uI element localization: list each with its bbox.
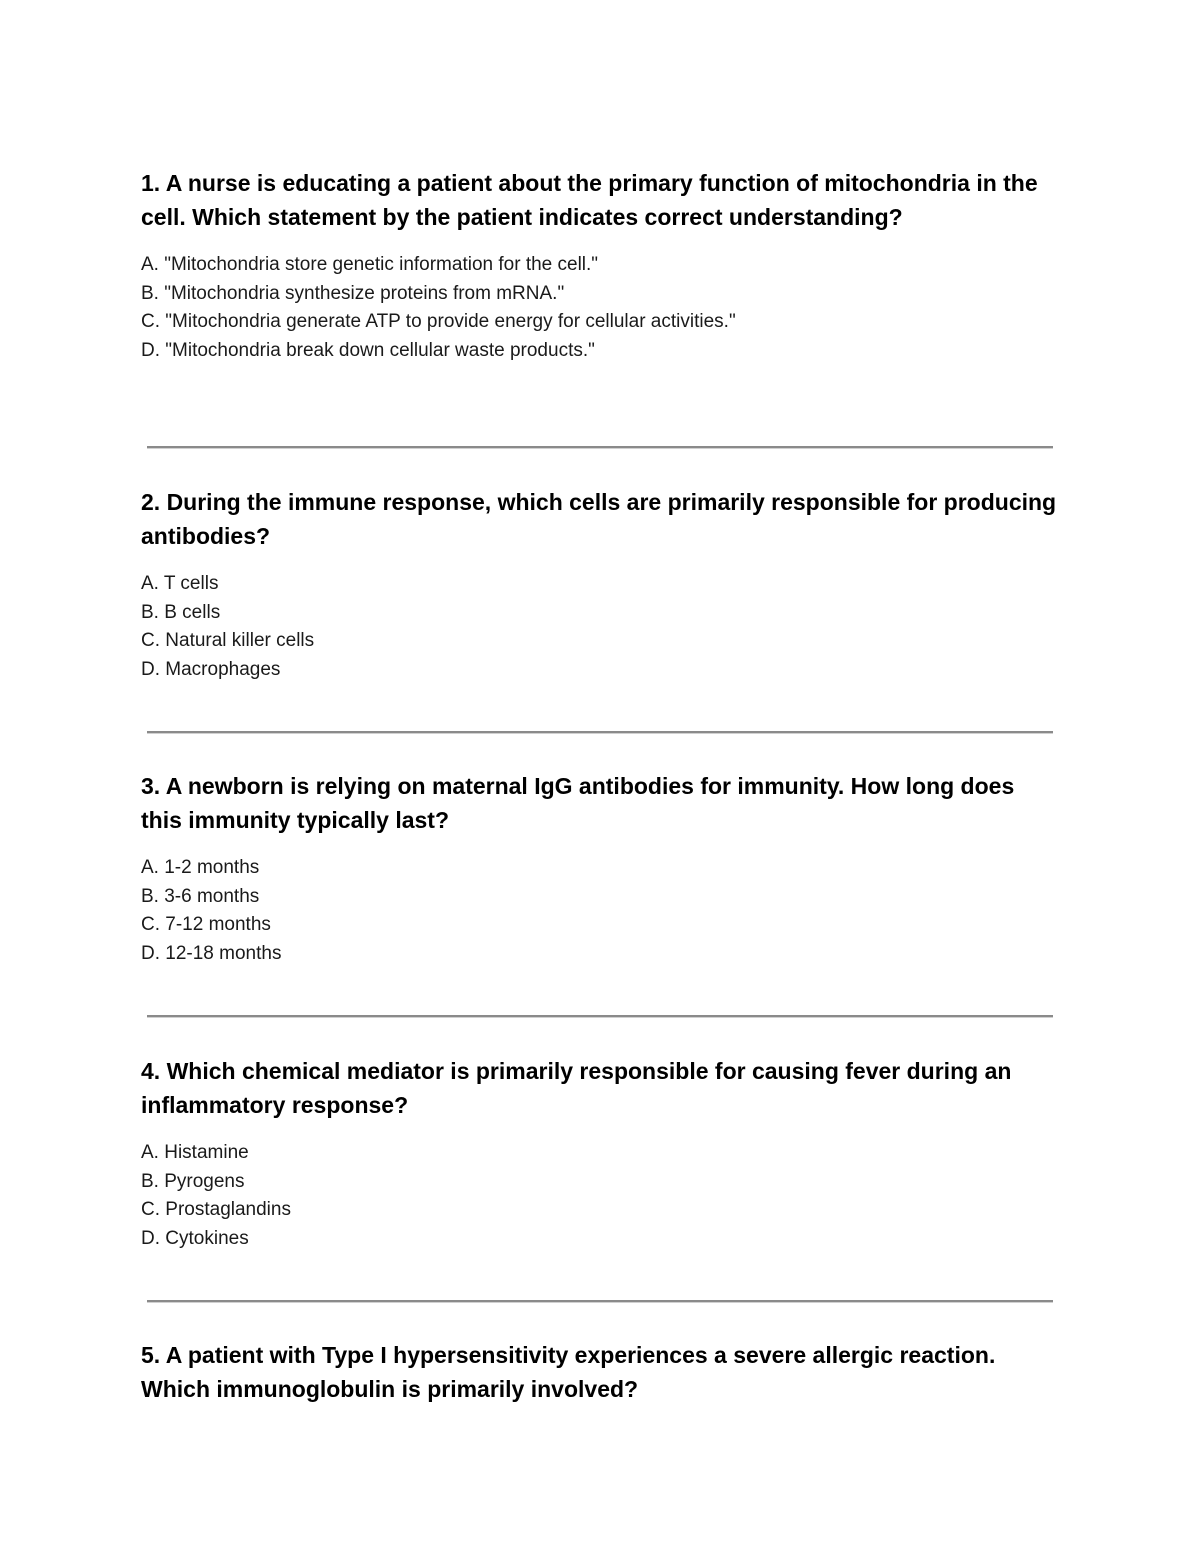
option-c: C. "Mitochondria generate ATP to provide energy for cellular activities." <box>141 311 736 332</box>
question-text: 2. During the immune response, which cells are primarily responsible for producing antibodies? <box>141 489 1057 549</box>
option-a: A. 1-2 months <box>141 857 260 878</box>
question-3 <box>141 769 1061 968</box>
answer-options <box>141 251 1061 365</box>
answer-options <box>141 1139 1061 1253</box>
question-text: 1. A nurse is educating a patient about the primary function of mitochondria in the cell. Which statement by the patient indicates correct understanding? <box>141 170 1038 230</box>
question-1 <box>141 166 1061 365</box>
option-a: A. "Mitochondria store genetic information for the cell." <box>141 254 599 275</box>
divider <box>147 446 1053 449</box>
question-text: 4. Which chemical mediator is primarily responsible for causing fever during an inflammatory response? <box>141 1058 1012 1118</box>
option-b: B. 3-6 months <box>141 885 260 907</box>
option-b: B. Pyrogens <box>141 1170 245 1192</box>
divider <box>147 731 1053 734</box>
question-5 <box>141 1338 1061 1406</box>
option-a: A. Histamine <box>141 1142 249 1163</box>
option-d: D. 12-18 months <box>141 942 282 964</box>
option-d: D. "Mitochondria break down cellular waste products." <box>141 339 595 361</box>
question-text: 3. A newborn is relying on maternal IgG antibodies for immunity. How long does this immunity typically last? <box>141 773 1015 833</box>
question-4 <box>141 1054 1061 1253</box>
divider <box>147 1015 1053 1018</box>
option-c: C. Natural killer cells <box>141 630 315 651</box>
answer-options <box>141 570 1061 684</box>
option-d: D. Macrophages <box>141 658 281 680</box>
option-b: B. "Mitochondria synthesize proteins from mRNA." <box>141 282 565 304</box>
answer-options <box>141 854 1061 968</box>
option-c: C. 7-12 months <box>141 914 271 935</box>
option-b: B. B cells <box>141 601 221 623</box>
option-c: C. Prostaglandins <box>141 1199 291 1220</box>
question-text: 5. A patient with Type I hypersensitivity experiences a severe allergic reaction. Which immunoglobulin is primarily involved? <box>141 1342 996 1402</box>
option-d: D. Cytokines <box>141 1227 249 1249</box>
option-a: A. T cells <box>141 573 219 594</box>
divider <box>147 1300 1053 1303</box>
question-2 <box>141 485 1061 684</box>
